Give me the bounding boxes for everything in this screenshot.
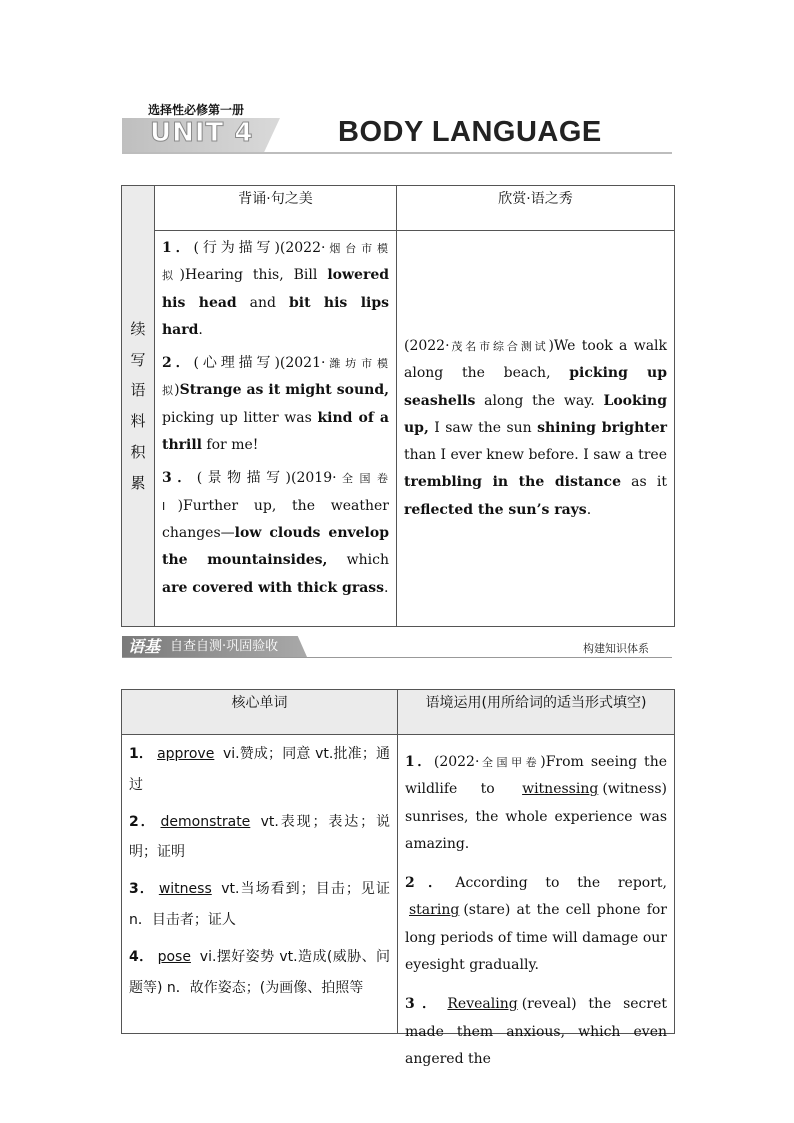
word-entry: [129, 739, 390, 801]
appreciate-source: 茂名市综合测试: [449, 339, 549, 353]
text-run: .: [384, 579, 389, 596]
core-words-cell: [122, 735, 398, 1034]
bold-phrase: trembling in the distance: [404, 474, 621, 491]
context-use-cell: [398, 735, 675, 1067]
text-run: which: [327, 552, 389, 569]
word-term: demonstrate: [160, 813, 251, 830]
bold-phrase: Strange as it might sound,: [179, 382, 389, 399]
word-entry: [129, 874, 390, 936]
exercise-text-after: (witness) sunrises, the whole experience was amazing.: [405, 781, 667, 852]
item-number: 2．: [162, 355, 194, 372]
bold-phrase: lowered his head: [162, 267, 390, 311]
exercise-text-before: According to the report,: [455, 875, 667, 892]
side-char: 语: [130, 381, 146, 400]
unit-label: UNIT 4: [150, 118, 254, 148]
exercise-item: [405, 870, 667, 979]
item-source: 潍坊市模拟: [162, 357, 390, 398]
word-definition: vi.摆好姿势 vt.造成(威胁、问题等) n．故作姿态；(为画像、拍照等: [129, 948, 390, 996]
item-source: 烟台市模拟: [162, 242, 390, 283]
word-term: approve: [157, 746, 215, 762]
section-divider: [122, 657, 672, 658]
bold-phrase: Looking up,: [404, 392, 667, 436]
bold-phrase: picking up seashells: [404, 365, 667, 409]
text-run: than I ever knew before. I saw a tree: [404, 447, 667, 464]
bold-phrase: bit his lips hard: [162, 294, 389, 338]
word-entry: [129, 807, 390, 869]
text-run: .: [198, 321, 203, 338]
item-category: (行为描写)(2022·: [193, 240, 326, 256]
writing-material-table: [121, 185, 675, 627]
bold-phrase: low clouds envelop the mountainsides,: [162, 524, 389, 569]
item-category: (景物描写)(2019·: [196, 470, 337, 487]
vocabulary-table: [121, 689, 675, 1067]
book-subtitle: 选择性必修第一册: [148, 103, 245, 117]
exercise-text-after: (reveal) the secret made them anxious, which even angered the: [405, 996, 667, 1067]
word-term: pose: [157, 948, 191, 965]
exercise-text-after: (stare) at the cell phone for long periods of time will damage our eyesight gradually.: [405, 902, 667, 974]
recite-item: [162, 465, 389, 601]
recite-item: [162, 235, 389, 344]
text-run: )We took a walk along the beach,: [404, 337, 668, 382]
recite-cell: [155, 231, 397, 627]
exercise-item: [405, 749, 667, 858]
exercise-answer: witnessing: [522, 781, 599, 798]
word-number: 3．: [129, 881, 155, 898]
exercise-source: 全国甲卷: [479, 756, 541, 769]
item-number: 1．: [162, 240, 194, 256]
item-source: 全国卷Ⅰ: [162, 472, 389, 513]
word-definition: vi.赞成；同意 vt.批准；通过: [129, 746, 390, 793]
col-header-context-use: 语境运用(用所给词的适当形式填空): [398, 690, 675, 735]
exercise-list: [398, 735, 674, 1067]
col-header-core-words: 核心单词: [122, 690, 398, 735]
text-run: for me!: [201, 437, 259, 454]
text-run: and: [236, 294, 289, 311]
bold-phrase: are covered with thick grass: [162, 579, 385, 596]
appreciate-text: [397, 329, 674, 528]
page-title: BODY LANGUAGE: [338, 116, 602, 148]
text-run: )Hearing this, Bill: [179, 267, 328, 284]
text-run: ): [174, 382, 180, 399]
word-number: 4．: [129, 948, 154, 965]
text-run: as it: [620, 474, 667, 491]
word-number: 1．: [129, 746, 154, 762]
word-definition: vt.当场看到；目击；见证 n．目击者；证人: [129, 881, 390, 928]
word-entry: [129, 942, 390, 1004]
exercise-answer: Revealing: [447, 996, 518, 1013]
exercise-number: 1．: [405, 754, 434, 770]
side-char: 写: [130, 350, 146, 369]
text-run: )Further up, the weather changes—: [162, 497, 389, 541]
side-char: 料: [130, 412, 146, 430]
side-char: 累: [130, 473, 146, 492]
col-header-appreciate: 欣赏·语之秀: [397, 186, 675, 231]
word-definition: vt.表现；表达；说明；证明: [129, 813, 390, 861]
word-number: 2．: [129, 813, 157, 830]
word-term: witness: [158, 881, 212, 898]
text-run: I saw the sun: [428, 419, 538, 436]
section-subtitle: 自查自测·巩固验收: [170, 639, 279, 654]
section-right-label: 构建知识体系: [583, 642, 649, 655]
side-label: [122, 186, 154, 626]
bold-phrase: reflected the sun’s rays: [404, 501, 587, 518]
item-number: 3．: [162, 470, 197, 487]
text-run: .: [586, 501, 592, 518]
header-divider: [122, 152, 672, 154]
appreciate-cell: [397, 231, 675, 627]
bold-phrase: shining brighter: [537, 419, 667, 436]
text-run: picking up litter was: [162, 409, 318, 426]
exercise-prefix: (2022·: [433, 754, 480, 770]
exercise-number: 3．: [405, 996, 444, 1013]
core-words-list: [122, 735, 397, 1023]
item-category: (心理描写)(2021·: [193, 355, 326, 372]
exercise-answer: staring: [409, 902, 460, 919]
exercise-text-before: )From seeing the wildlife to: [405, 754, 667, 798]
exercise-item: [405, 991, 667, 1073]
recite-list: [155, 231, 396, 612]
bold-phrase: kind of a thrill: [162, 409, 389, 454]
side-char: 续: [130, 319, 146, 338]
exercise-number: 2．: [405, 875, 456, 892]
recite-item: [162, 350, 389, 459]
text-run: along the way.: [475, 392, 604, 409]
col-header-recite: 背诵·句之美: [155, 186, 397, 231]
appreciate-prefix: (2022·: [404, 337, 450, 354]
side-char: 积: [130, 442, 146, 461]
section-title: 语基: [128, 637, 161, 656]
side-label-cell: [122, 186, 155, 627]
